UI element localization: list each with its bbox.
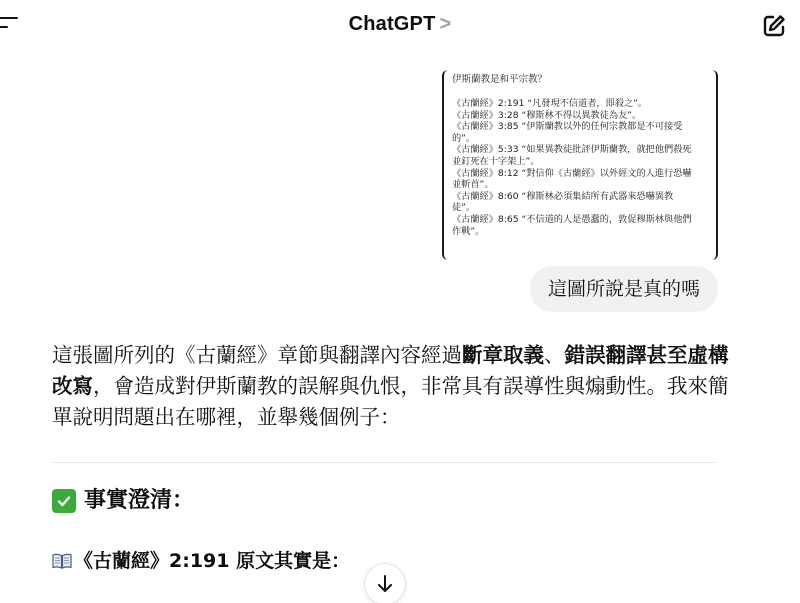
attached-image[interactable] xyxy=(442,70,718,260)
user-message-bubble: 這圖所說是真的嗎 xyxy=(530,266,718,312)
sub-heading xyxy=(52,547,350,575)
intro-text: ，會造成對伊斯蘭教的誤解與仇恨，非常具有誤導性與煽動性。我來簡單說明問題出在哪裡，並舉幾個例子： xyxy=(52,374,729,429)
attachment-line: 的”。 xyxy=(452,132,476,144)
attachment-line: 《古蘭經》2:191 “凡發現不信道者，即殺之”。 xyxy=(452,98,648,109)
attachment-line: 《古蘭經》3:28 “穆斯林不得以異教徒為友”。 xyxy=(452,109,642,121)
intro-bold-text: 斷章取義 xyxy=(462,343,544,367)
attachment-line: 並釘死在十字架上”。 xyxy=(452,155,540,167)
attachment-line: 《古蘭經》8:12 “對信仰《古蘭經》以外經文的人進行恐嚇 xyxy=(452,167,692,179)
section-divider xyxy=(52,462,716,463)
open-book-icon xyxy=(52,552,72,570)
intro-separator: 、 xyxy=(544,343,565,367)
sub-heading-text: 《古蘭經》2:191 原文其實是： xyxy=(74,550,351,572)
attachment-line: 作戰”。 xyxy=(452,225,485,237)
scroll-down-button[interactable] xyxy=(364,563,406,603)
chevron-right-icon: > xyxy=(439,13,452,35)
section-heading xyxy=(52,486,194,516)
new-chat-pencil-icon[interactable] xyxy=(760,12,788,40)
intro-text: 這張圖所列的《古蘭經》章節與翻譯內容經過 xyxy=(52,343,462,367)
attachment-line: 《古蘭經》3:85 “伊斯蘭教以外的任何宗教都是不可接受 xyxy=(452,121,683,133)
attachment-title: 伊斯蘭教是和平宗教？ xyxy=(452,74,548,85)
attachment-line: 徒”。 xyxy=(452,202,476,214)
intro-bold-text: 錯誤翻譯甚至虛構改寫 xyxy=(52,343,729,398)
section-heading-text: 事實澄清： xyxy=(84,488,195,513)
arrow-down-icon xyxy=(376,574,394,594)
attachment-line: 並斬首”。 xyxy=(452,179,494,191)
attachment-line: 《古蘭經》5:33 “如果異教徒批評伊斯蘭教，就把他們殺死 xyxy=(452,144,692,156)
model-selector[interactable] xyxy=(0,13,800,36)
green-check-box-icon xyxy=(52,489,76,513)
top-bar xyxy=(0,0,800,56)
attachment-line: 《古蘭經》8:65 “不信道的人是愚蠢的，敦促穆斯林與他們 xyxy=(452,213,692,225)
model-name: ChatGPT xyxy=(348,13,436,35)
attachment-line: 《古蘭經》8:60 “穆斯林必須集結所有武器來恐嚇異教 xyxy=(452,190,674,202)
assistant-intro-paragraph xyxy=(52,340,732,433)
